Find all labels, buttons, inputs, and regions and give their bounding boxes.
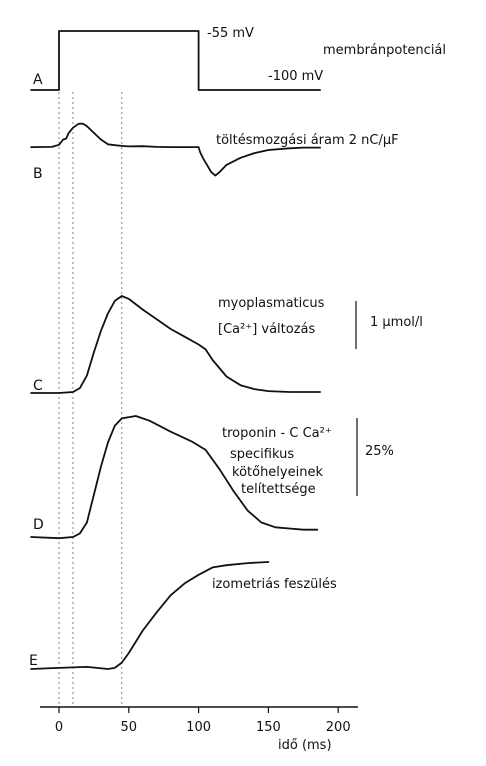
panel-label-A: A [33, 72, 43, 88]
x-tick-label-100: 100 [186, 720, 212, 735]
x-tick-label-0: 0 [54, 720, 64, 735]
x-axis-label: idő (ms) [278, 738, 332, 753]
panel-D-title-line2: specifikus [230, 447, 295, 462]
troponin-scale-label: 25% [365, 444, 394, 459]
panel-C-title-line1: myoplasmaticus [218, 296, 325, 311]
panel-label-E: E [29, 653, 38, 669]
panel-D-title-line4: telítettsége [241, 482, 316, 497]
x-ticks [55, 707, 351, 735]
calcium-scale-label: 1 μmol/l [370, 315, 423, 330]
panel-label-B: B [33, 166, 43, 182]
panel-C-title-line2: [Ca²⁺] változás [218, 322, 316, 337]
x-tick-label-200: 200 [325, 720, 351, 735]
panel-D-title-line1: troponin - C Ca²⁺ [222, 426, 332, 441]
panel-D-title-line3: kötőhelyeinek [232, 465, 323, 480]
x-tick-label-50: 50 [120, 720, 138, 735]
voltage-low-label: -100 mV [268, 69, 324, 84]
voltage-high-label: -55 mV [207, 26, 254, 41]
panel-A-title: membránpotenciál [323, 43, 447, 58]
panel-B-title: töltésmozgási áram 2 nC/μF [216, 133, 399, 148]
trace-B-charge-movement [31, 124, 320, 176]
time-guides [59, 92, 122, 705]
x-tick-label-150: 150 [255, 720, 281, 735]
panel-label-D: D [33, 517, 44, 533]
panel-E-title: izometriás feszülés [212, 577, 337, 592]
panel-label-C: C [33, 378, 43, 394]
